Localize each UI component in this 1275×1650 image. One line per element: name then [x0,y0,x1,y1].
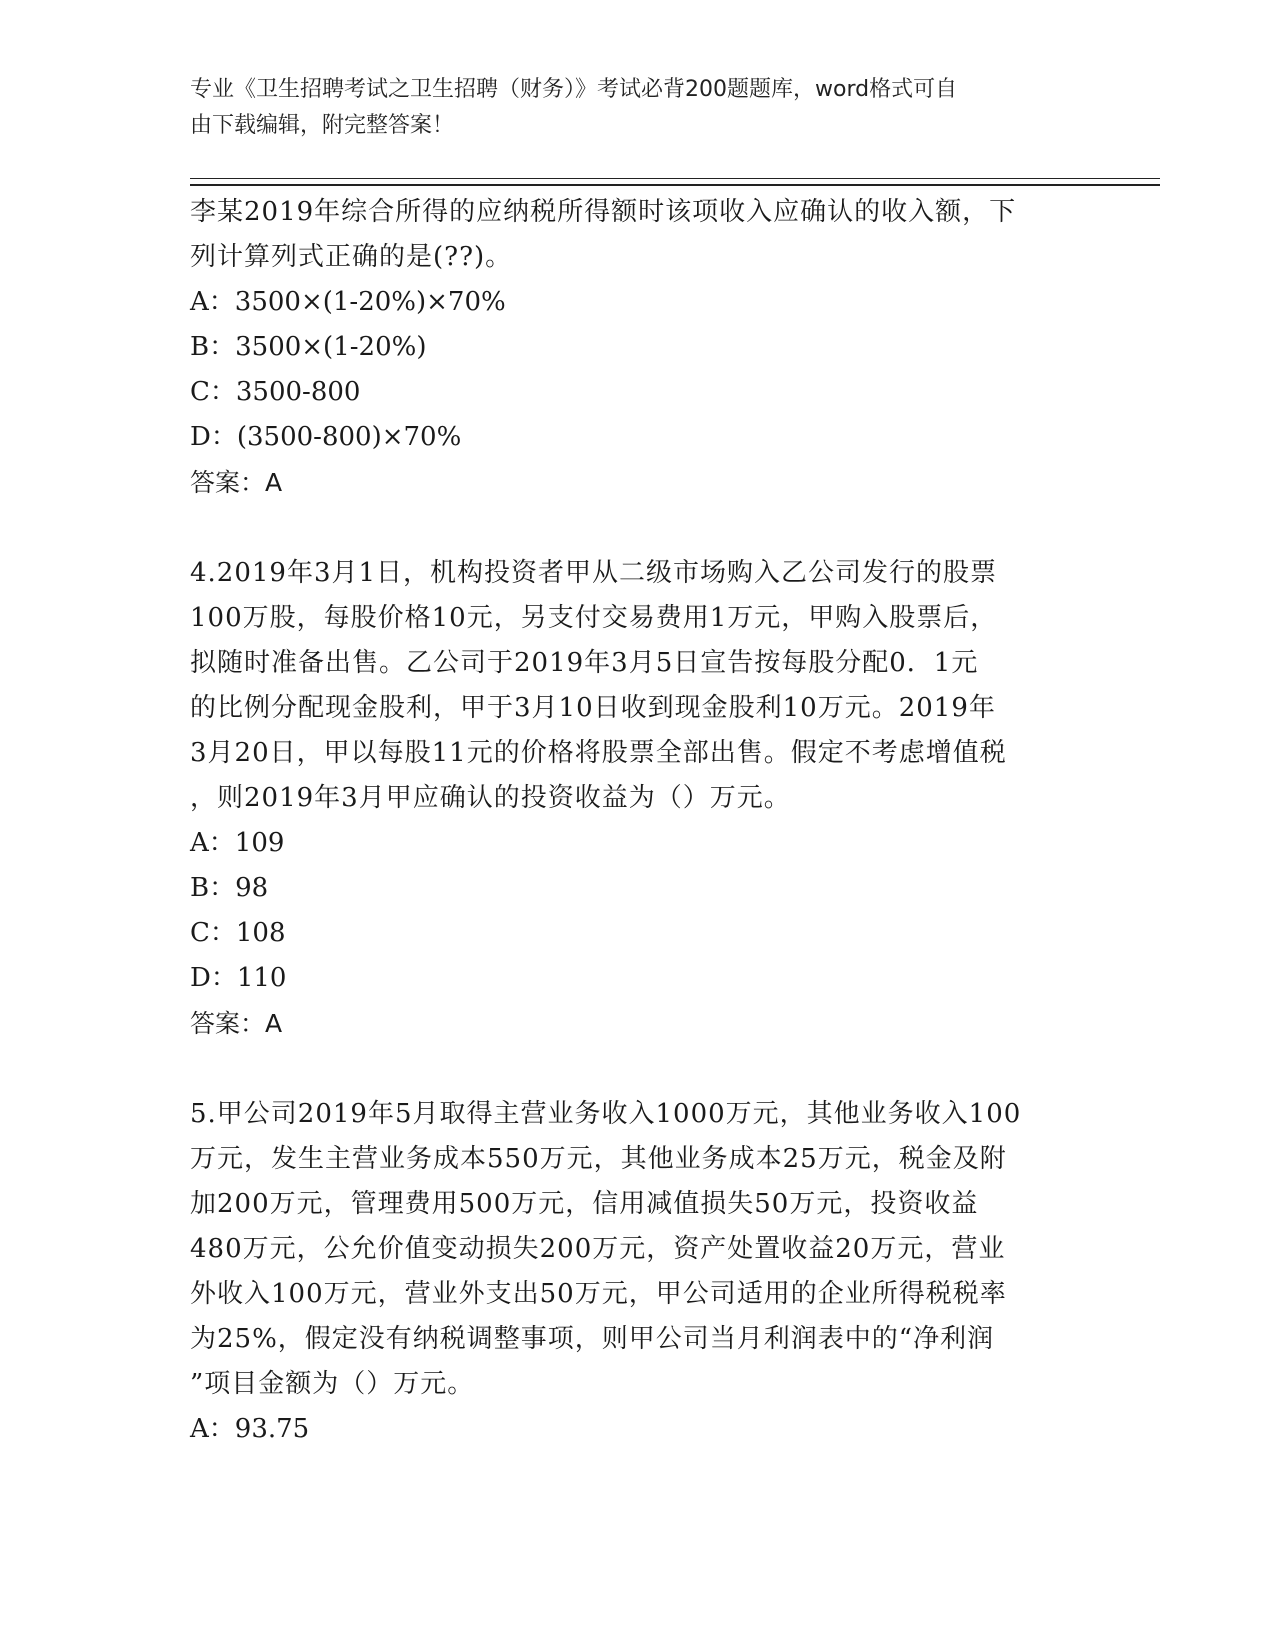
header-divider-thin [190,178,1160,179]
question-4 [190,551,1090,1046]
document-header [190,72,1090,144]
question-4-option-b: B：98 [190,873,269,903]
question-4-stem-line-2: 100万股，每股价格10元，另支付交易费用1万元，甲购入股票后， [190,603,998,633]
question-4-option-d: D：110 [190,963,287,993]
spacer [190,505,1090,551]
question-4-option-a: A：109 [190,828,285,858]
question-4-stem-line-3: 拟随时准备出售。乙公司于2019年3月5日宣告按每股分配0．1元 [190,648,979,678]
question-4-stem-line-6: ，则2019年3月甲应确认的投资收益为（）万元。 [190,783,791,813]
question-4-stem-line-5: 3月20日，甲以每股11元的价格将股票全部出售。假定不考虑增值税 [190,738,1007,768]
question-list [190,190,1090,1452]
question-5-stem-line-7: ”项目金额为（）万元。 [190,1369,475,1399]
question-3-stem-line-2: 列计算列式正确的是(??)。 [190,242,513,272]
question-4-stem-line-4: 的比例分配现金股利，甲于3月10日收到现金股利10万元。2019年 [190,693,996,723]
question-4-answer: 答案：A [190,1009,283,1038]
question-3-option-d: D：(3500-800)×70% [190,422,462,452]
question-5-option-a: A：93.75 [190,1414,310,1444]
question-5-stem-line-5: 外收入100万元，营业外支出50万元，甲公司适用的企业所得税税率 [190,1279,1007,1309]
header-line-2: 由下载编辑，附完整答案！ [190,113,455,138]
question-5-stem-line-4: 480万元，公允价值变动损失200万元，资产处置收益20万元，营业 [190,1234,1006,1264]
question-3-option-b: B：3500×(1-20%) [190,332,427,362]
question-3-answer: 答案：A [190,468,283,497]
question-5 [190,1092,1090,1452]
question-3-stem-line-1: 李某2019年综合所得的应纳税所得额时该项收入应确认的收入额，下 [190,197,1017,227]
question-3-option-a: A：3500×(1-20%)×70% [190,287,506,317]
question-5-stem-line-1: 5.甲公司2019年5月取得主营业务收入1000万元，其他业务收入100 [190,1099,1022,1129]
question-4-option-c: C：108 [190,918,286,948]
header-divider-thick [190,184,1160,186]
question-5-stem-line-3: 加200万元，管理费用500万元，信用减值损失50万元，投资收益 [190,1189,979,1219]
question-4-stem-line-1: 4.2019年3月1日，机构投资者甲从二级市场购入乙公司发行的股票 [190,558,998,588]
question-3 [190,190,1090,505]
header-line-1: 专业《卫生招聘考试之卫生招聘（财务）》考试必背200题题库，word格式可自 [190,77,958,102]
spacer [190,1046,1090,1092]
question-5-stem-line-2: 万元，发生主营业务成本550万元，其他业务成本25万元，税金及附 [190,1144,1007,1174]
question-3-option-c: C：3500-800 [190,377,361,407]
question-5-stem-line-6: 为25%，假定没有纳税调整事项，则甲公司当月利润表中的“净利润 [190,1324,995,1354]
